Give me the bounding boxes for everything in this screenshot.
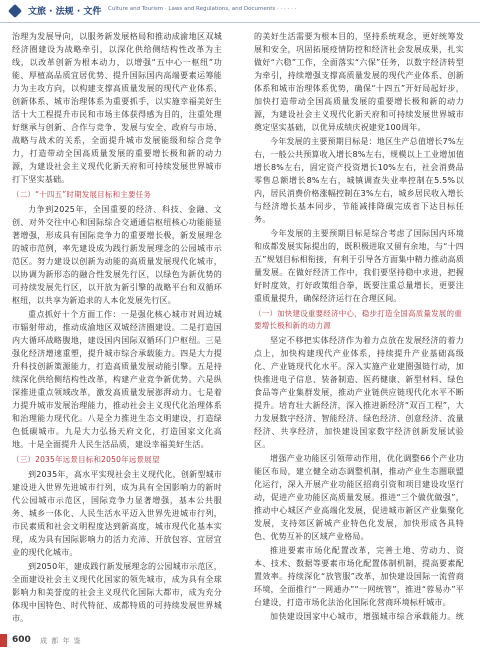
header-english-subtitle: Culture and Tourism · Laws and Regulations, and Documents · · · · · · — [108, 6, 297, 12]
body-paragraph: 加快建设国家中心城市，增强城市综合承载能力。统 — [270, 612, 464, 621]
page-number: 600 — [12, 635, 31, 645]
body-paragraph: 推进要素市场化配置改革，完善土地、劳动力、资本、技术、数据等要素市场化配置体制机制，提高要素配置效率。持续深化“放管服”改革，加快建设国际一流营商环境，全面推行“一网通办”“一网统管”，推进“蓉易办”平台建设，打造市场化法治化国际化营商环境标杆城市。 — [254, 546, 464, 607]
body-paragraph: 增强产业功能区引领带动作用，优化调整66个产业功能区布局，建立健全动态调整机制，推动产业生态圈联盟化运行，深入开展产业功能区招商引资和项目建设攻坚行动，促进产业功能区高质量发展。推进“三个做优做强”，推动中心城区产业高端化发展，促进城市新区产业集聚化发展，支持郊区新城产业特色化发展，加快形成各具特色、优势互补的区域产业格局。 — [254, 454, 464, 541]
body-paragraph: 的美好生活需要为根本目的，坚持系统观念，更好统筹发展和安全，巩固拓展疫情防控和经济社会发展成果，扎实做好“六稳”工作，全面落实“六保”任务，以数字经济转型为牵引，持续增强支撑高质量发展的现代产业体系、创新体系和城市治理体系优势，确保“十四五”开好局起好步，加快打造带动全国高质量发展的重要增长极和新的动力源，为建设社会主义现代化新天府和可持续发展世界城市奠定坚实基础，以优异成绩庆祝建党100周年。 — [254, 32, 464, 132]
body-paragraph: 到2050年，建成践行新发展理念的公园城市示范区，全面建设社会主义现代化国家的领先城市，成为具有全球影响力和美誉度的社会主义现代化国际大都市，成为充分体现中国特色、时代特征、成都特质的可持续发展世界城市。 — [12, 562, 222, 622]
journal-logo-icon — [8, 4, 22, 18]
body-paragraph: 力争到2025年，全国重要的经济、科技、金融、文创、对外交往中心和国际综合交通通信枢纽核心功能能显著增强，形成具有国际竞争力的重要增长极，新发展理念的城市范例，率先建设成为践行新发展理念的公园城市示范区。努力建设以创新为动能的高质量发展现代化城市，以协调为新形态的融合性发展先行区，以绿色为新优势的可持续发展先行区，以开放为新引擎的战略平台和双循环枢纽，以共享为新追求的人本化发展先行区。 — [12, 205, 222, 305]
left-text-column — [12, 30, 222, 622]
page-footer — [0, 630, 480, 651]
subsection-heading: （一）加快建设重要经济中心，稳步打造全国高质量发展的重要增长极和新的动力源 — [254, 309, 462, 330]
footer-running-title: 成 都 年 鉴 — [40, 637, 82, 645]
subsection-heading: （三）2035年远景目标和2050年远景展望 — [12, 455, 160, 464]
body-paragraph: 今年发展的主要预期目标是综合考虑了国际国内环境和成都发展实际提出的，既积极进取又留有余地，与“十四五”规划目标相衔接，有利于引导各方面集中精力推动高质量发展。在做好经济工作中，我们要坚持稳中求进，把握好时度效，打好政策组合拳，既要注重总量增长，更要注重质量提升，确保经济运行在合理区间。 — [254, 229, 464, 303]
right-text-column — [254, 30, 464, 622]
body-paragraph: 治理为发展导向，以服务新发展格局和推动成渝地区双城经济圈建设为战略牵引，以深化供给侧结构性改革为主线，以改革创新为根本动力，以增强“五中心一枢纽”功能、厚植高品质宜居优势、提升国际国内高端要素运筹能力为主攻方向，以构建支撑高质量发展的现代产业体系、创新体系、城市治理体系为重要抓手，以实施幸福美好生活十大工程提升市民和市场主体获得感为目的，注重处理好继承与创新、合作与竞争、发展与安全、政府与市场、战略与战术的关系，全面提升城市发展能级和综合竞争力，打造带动全国高质量发展的重要增长极和新的动力源，为建设社会主义现代化新天府和可持续发展世界城市打下坚实基础。 — [12, 32, 222, 184]
header-divider — [0, 22, 480, 23]
header-title: 文旅 · 法规 · 文件 — [28, 7, 102, 17]
body-paragraph: 到2035年，高水平实现社会主义现代化，创新型城市建设进入世界先进城市行列，成为具有全国影响力的新时代公园城市示范区，国际竞争力显著增强，基本公共服务、城乡一体化、人民生活水平迈入世界先进城市行列，市民素质和社会文明程度达到新高度，城市现代化基本实现，成为具有国际影响力的活力充沛、开放包容、宜居宜业的现代化城市。 — [12, 470, 222, 557]
page-number-marker — [0, 634, 7, 647]
body-paragraph: 今年发展的主要预期目标是：地区生产总值增长7%左右，一般公共预算收入增长8%左右，规模以上工业增加值增长8%左右，固定资产投资增长10%左右，社会消费品零售总额增长8%左右，城镇调查失业率控制在5.5%以内，居民消费价格涨幅控制在3%左右，城乡居民收入增长与经济增长基本同步，节能减排降碳完成省下达目标任务。 — [254, 137, 464, 224]
body-paragraph: 坚定不移把实体经济作为着力点放在发展经济的着力点上，加快构建现代产业体系，持续提升产业基础高级化、产业链现代化水平。深入实施产业建圈强链行动，加快推进电子信息、装备制造、医药健康、新型材料、绿色食品等产业集群发展，推动产业链供应链现代化水平不断提升。培育壮大新经济，深入推进新经济“双百工程”，大力发展数字经济、智能经济、绿色经济、创意经济、流量经济、共享经济，加快建设国家数字经济创新发展试验区。 — [254, 336, 464, 449]
page-header — [0, 0, 480, 24]
subsection-heading: （二）“十四五”时期发展目标和主要任务 — [12, 190, 152, 199]
body-paragraph: 重点抓好十个方面工作：一是强化核心城市对周边城市辐射带动，推动成渝地区双城经济圈建设。二是打造国内大循环战略腹地，建设国内国际双循环门户枢纽。三是强化经济增速重塑，提升城市综合承载能力。四是大力提升科技创新策源能力，打造高质量发展动能引擎。五是持续深化供给侧结构性改革，构建产业竞争新优势。六是纵深推进重点领域改革，激发高质量发展澎湃动力。七是着力提升城市发展治理能力，推动社会主义现代化治理体系和治理能力现代化。八是全力推进生态文明建设，打造绿色低碳城市。九是大力弘扬天府文化，打造国家文化高地。十是全面提升人民生活品质，建设幸福美好生活。 — [12, 310, 222, 449]
